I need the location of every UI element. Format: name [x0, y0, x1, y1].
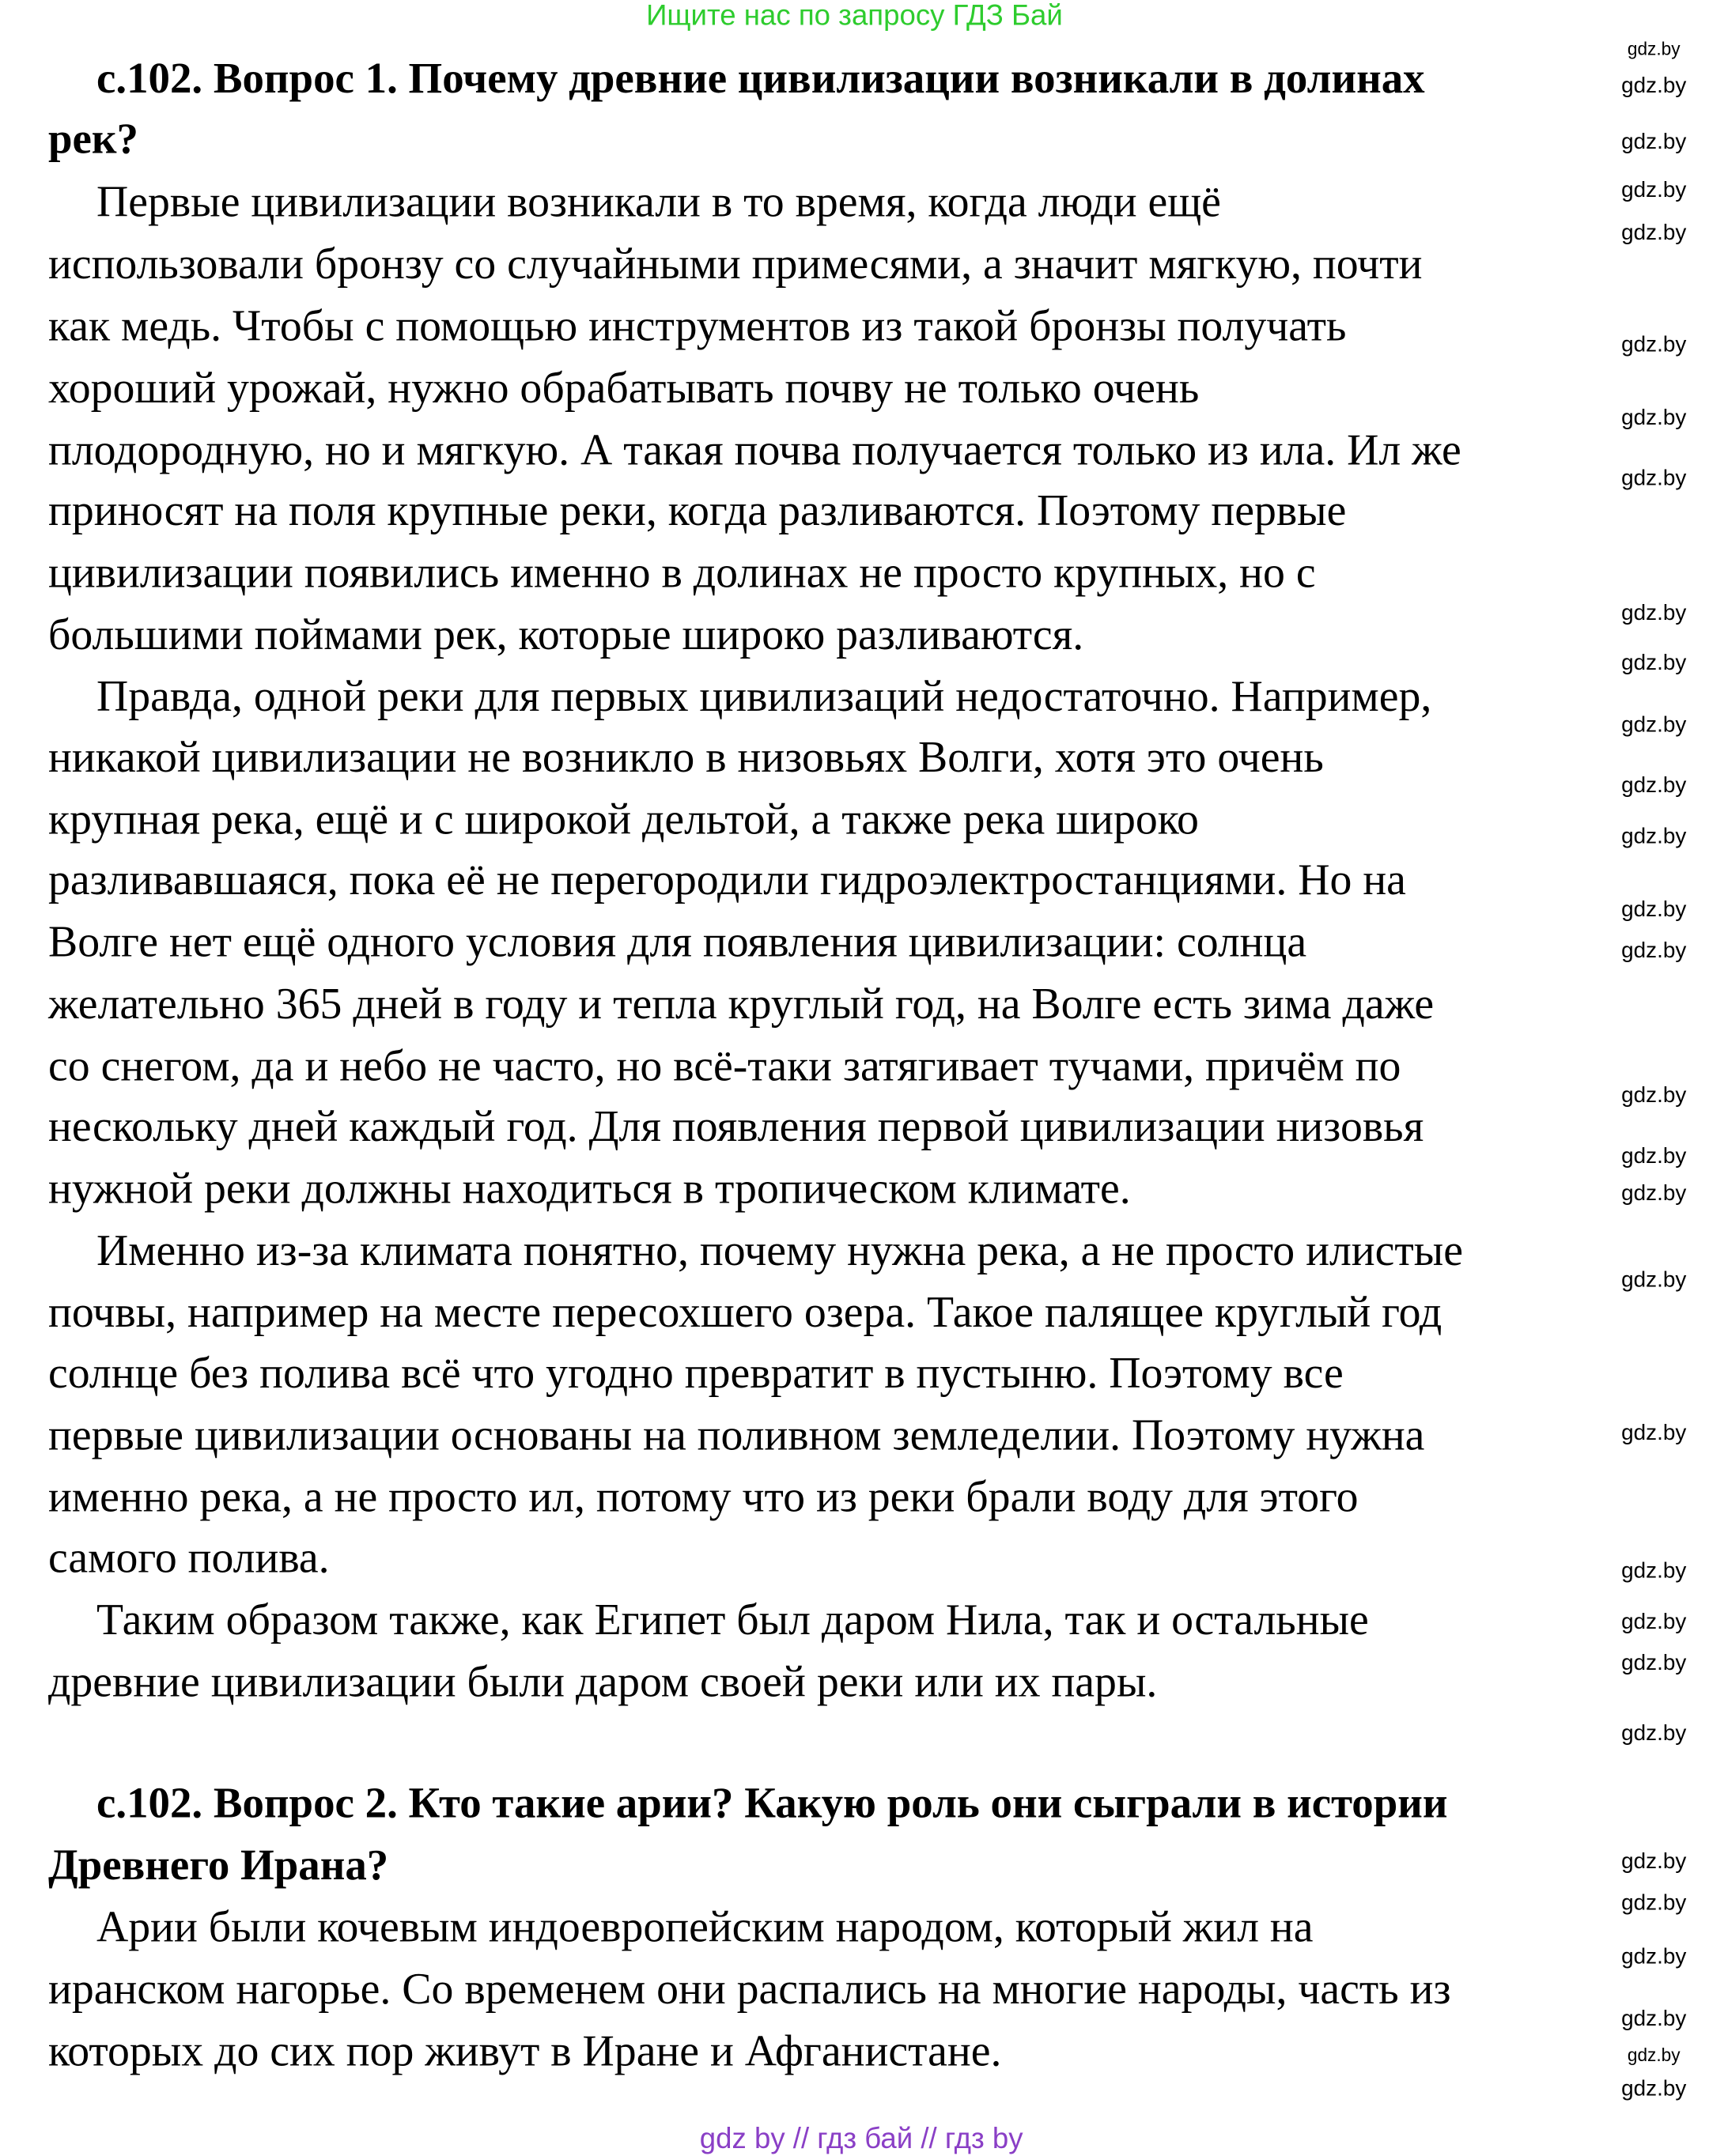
paragraph-line: первые цивилизации основаны на поливном земледелии. Поэтому нужна [47, 1409, 1425, 1459]
watermark: gdz.by [1621, 2077, 1687, 2101]
paragraph-line: крупная река, ещё и с широкой дельтой, а также река широко [47, 793, 1199, 844]
paragraph-line: солнце без полива всё что угодно превратит в пустыню. Поэтому все [47, 1347, 1344, 1398]
watermark: gdz.by [1621, 74, 1687, 98]
watermark: gdz.by [1621, 1269, 1687, 1293]
watermark: gdz.by [1621, 651, 1687, 675]
paragraph-line: самого полива. [47, 1531, 330, 1582]
watermark: gdz.by [1621, 1610, 1687, 1634]
watermark: gdz.by [1621, 939, 1687, 964]
paragraph-line: нескольку дней каждый год. Для появления первой цивилизации низовья [47, 1101, 1424, 1151]
watermark: gdz.by [1621, 713, 1687, 738]
watermark: gdz.by [1627, 38, 1681, 59]
paragraph-line: иранском нагорье. Со временем они распались на многие народы, часть из [47, 1963, 1451, 2014]
watermark: gdz.by [1621, 1145, 1687, 1169]
watermark: gdz.by [1621, 602, 1687, 626]
watermark: gdz.by [1621, 221, 1687, 246]
header-banner: Ищите нас по запросу ГДЗ Бай [646, 0, 1063, 32]
watermark: gdz.by [1621, 2007, 1687, 2031]
paragraph-line: Правда, одной реки для первых цивилизаций недостаточно. Например, [96, 670, 1432, 721]
watermark: gdz.by [1621, 1422, 1687, 1446]
question-heading-line: с.102. Вопрос 2. Кто такие арии? Какую роль они сыграли в истории [96, 1778, 1448, 1827]
watermark: gdz.by [1621, 1559, 1687, 1584]
watermark: gdz.by [1621, 1722, 1687, 1746]
paragraph-line: именно река, а не просто ил, потому что из реки брали воду для этого [47, 1471, 1359, 1521]
paragraph-line: почвы, например на месте пересохшего озера. Такое палящее круглый год [47, 1286, 1442, 1337]
watermark: gdz.by [1621, 406, 1687, 430]
paragraph-line: Первые цивилизации возникали в то время, когда люди ещё [96, 176, 1221, 226]
watermark: gdz.by [1621, 774, 1687, 799]
watermark: gdz.by [1621, 130, 1687, 155]
watermark: gdz.by [1621, 825, 1687, 849]
watermark: gdz.by [1621, 1652, 1687, 1676]
paragraph-line: хороший урожай, нужно обрабатывать почву не только очень [47, 362, 1200, 413]
watermark: gdz.by [1621, 898, 1687, 922]
paragraph-line: Именно из-за климата понятно, почему нужна река, а не просто илистые [96, 1225, 1463, 1274]
paragraph-line: использовали бронзу со случайными примесями, а значит мягкую, почти [47, 238, 1423, 289]
watermark: gdz.by [1621, 333, 1687, 357]
watermark: gdz.by [1621, 1891, 1687, 1916]
paragraph-line: древние цивилизации были даром своей реки или их пары. [47, 1656, 1158, 1706]
watermark: gdz.by [1621, 1182, 1687, 1206]
paragraph-line: Волге нет ещё одного условия для появления цивилизации: солнца [47, 916, 1307, 966]
watermark: gdz.by [1621, 466, 1687, 491]
paragraph-line: которых до сих пор живут в Иране и Афганистане. [47, 2025, 1002, 2075]
paragraph-line: Арии были кочевым индоевропейским народом, который жил на [96, 1901, 1314, 1951]
paragraph-line: нужной реки должны находиться в тропическом климате. [47, 1162, 1131, 1213]
paragraph-line: приносят на поля крупные реки, когда разливаются. Поэтому первые [47, 485, 1347, 535]
paragraph-line: никакой цивилизации не возникло в низовьях Волги, хотя это очень [47, 731, 1324, 782]
paragraph-line: плодородную, но и мягкую. А такая почва получается только из ила. Ил же [47, 424, 1461, 474]
paragraph-line: большими поймами рек, которые широко разливаются. [47, 609, 1084, 659]
footer-banner: gdz by // гдз бай // гдз by [699, 2123, 1023, 2155]
paragraph-line: как медь. Чтобы с помощью инструментов из такой бронзы получать [47, 300, 1347, 350]
watermark: gdz.by [1627, 2045, 1681, 2066]
question-heading-line: с.102. Вопрос 1. Почему древние цивилизации возникали в долинах [96, 53, 1425, 102]
watermark: gdz.by [1621, 1945, 1687, 1969]
paragraph-line: разливавшаяся, пока её не перегородили гидроэлектростанциями. Но на [47, 854, 1406, 904]
question-heading-line: Древнего Ирана? [47, 1841, 389, 1890]
paragraph-line: цивилизации появились именно в долинах не просто крупных, но с [47, 546, 1316, 597]
paragraph-line: со снегом, да и небо не часто, но всё-таки затягивает тучами, причём по [47, 1040, 1401, 1090]
paragraph-line: Таким образом также, как Египет был даром Нила, так и остальные [96, 1594, 1369, 1644]
watermark: gdz.by [1621, 1850, 1687, 1875]
question-heading-line: рек? [47, 114, 138, 163]
paragraph-line: желательно 365 дней в году и тепла круглый год, на Волге есть зима даже [47, 978, 1435, 1029]
watermark: gdz.by [1621, 179, 1687, 203]
watermark: gdz.by [1621, 1084, 1687, 1108]
